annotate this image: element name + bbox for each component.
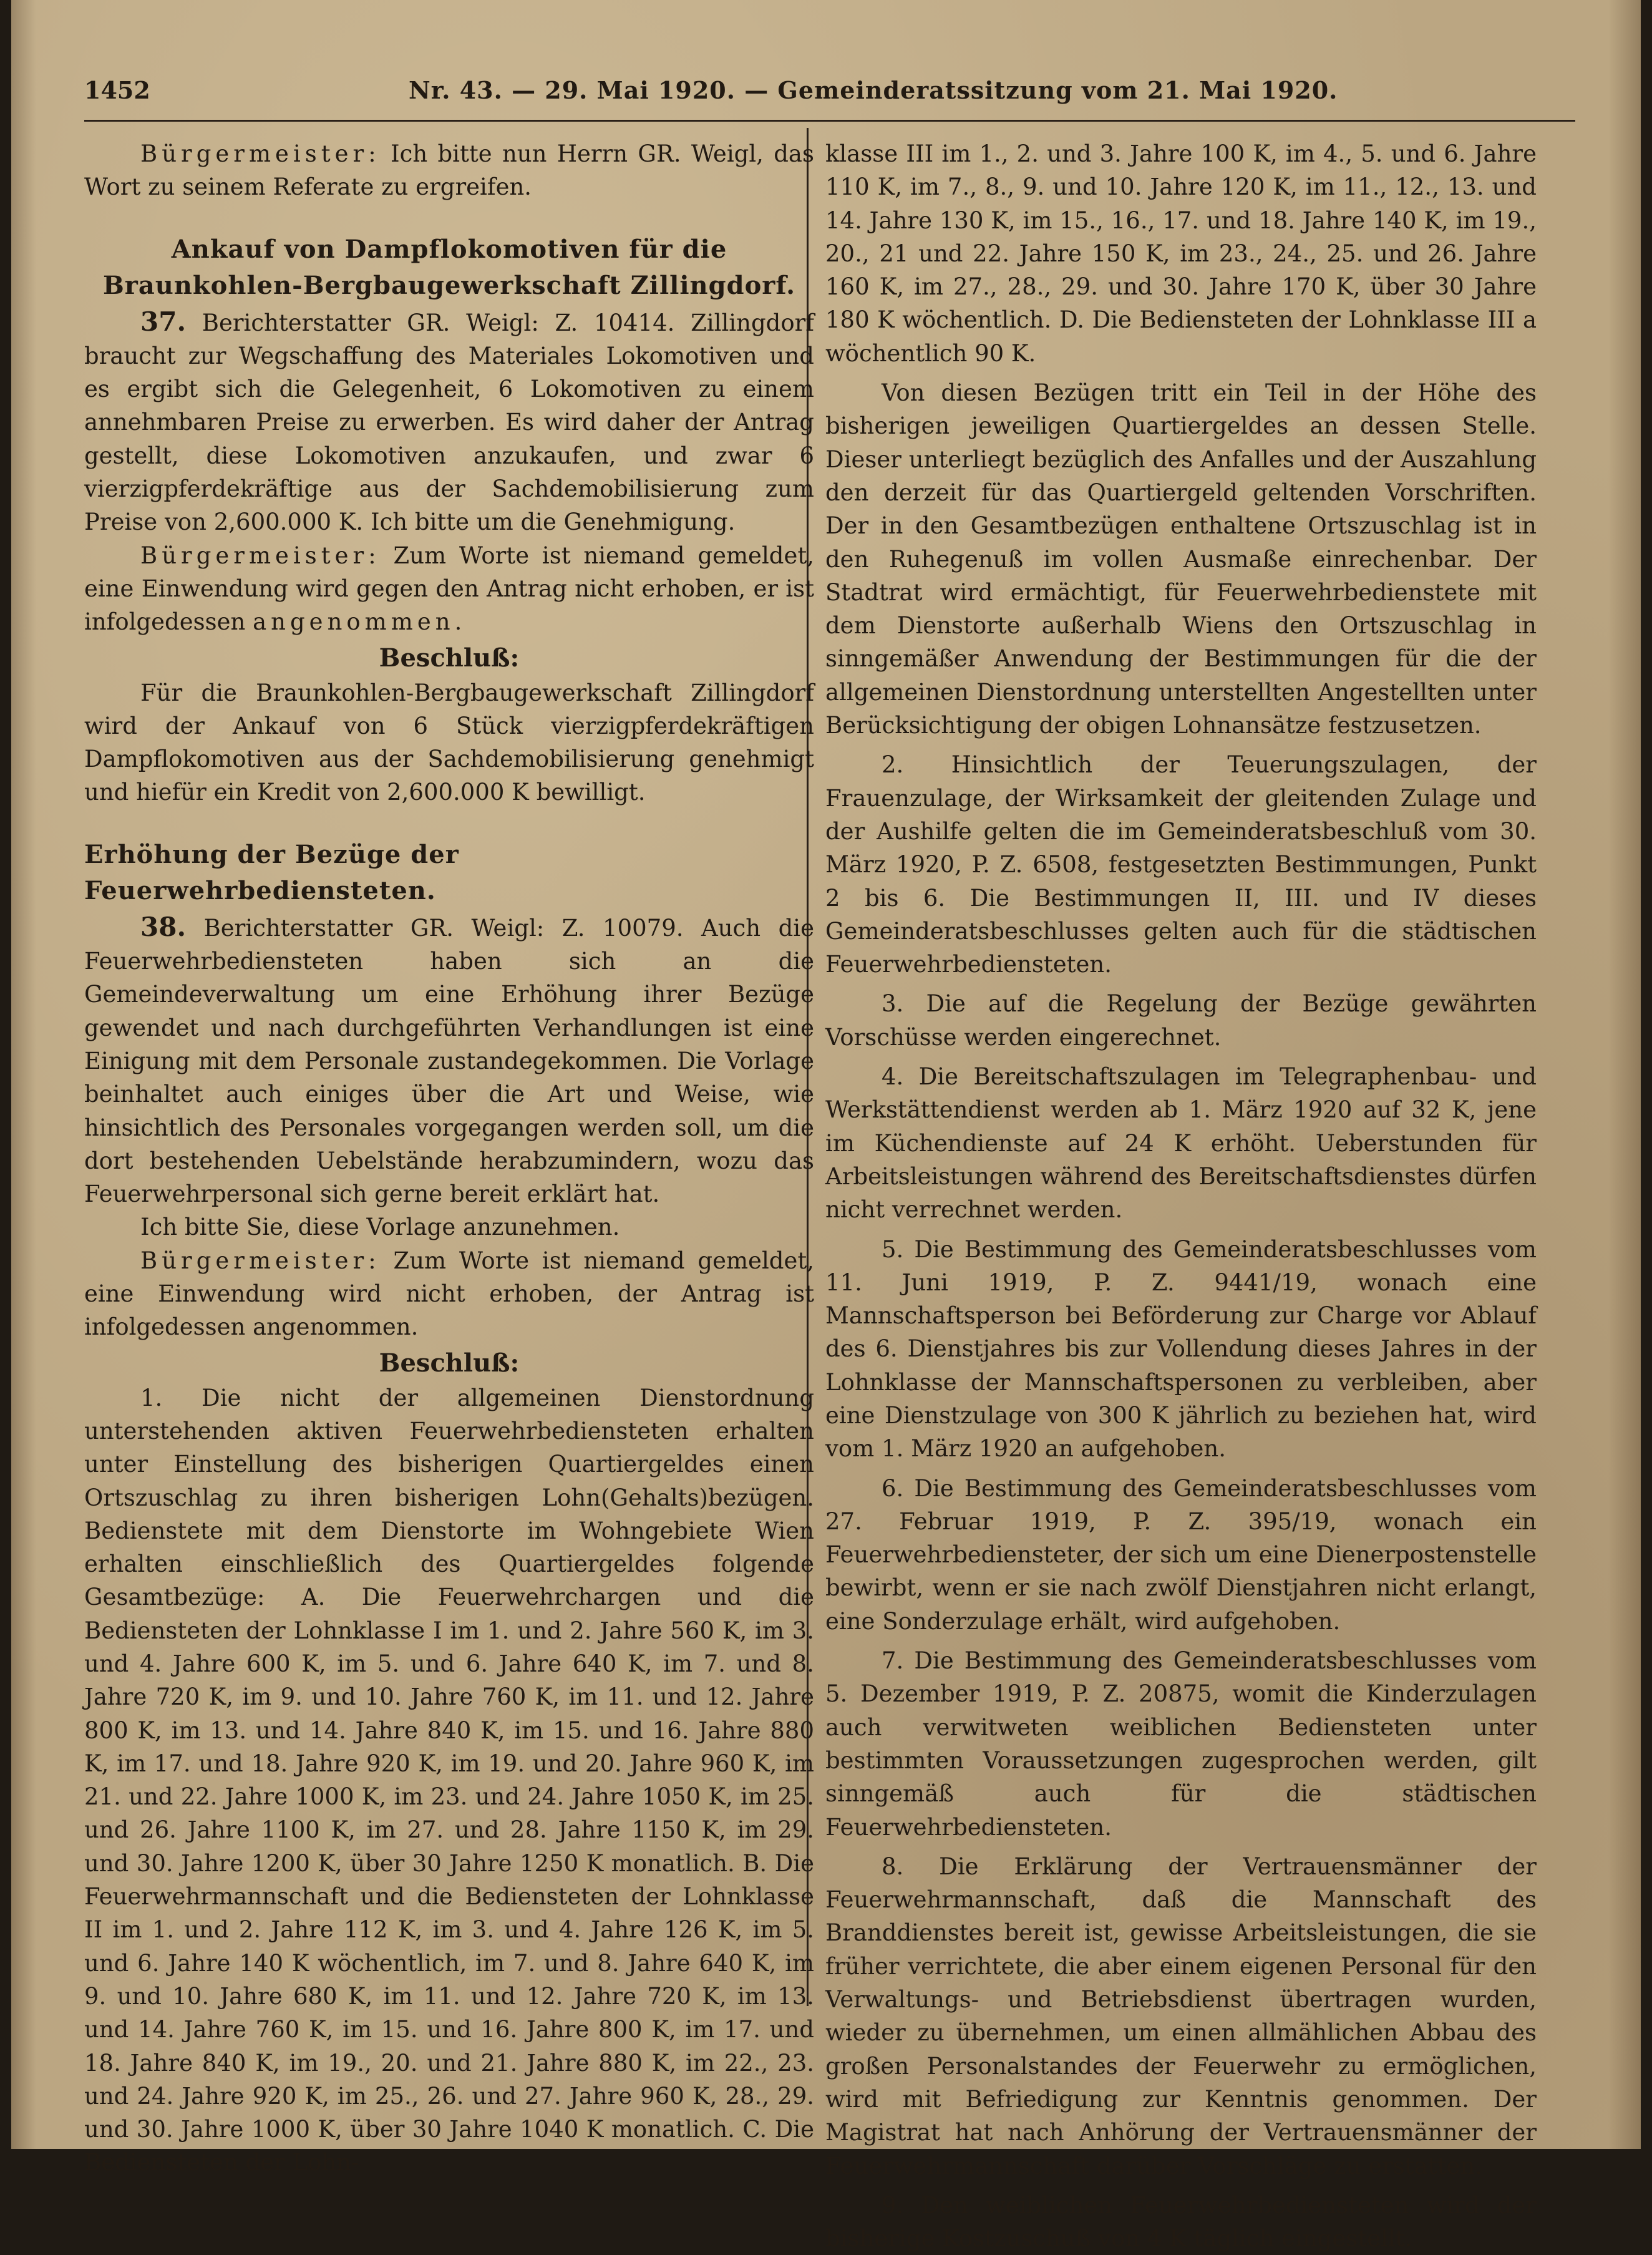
resolution-heading: Beschluß: [379,643,520,673]
mayor-text: Zum Worte ist niemand gemeldet, eine Einwendung wird gegen den Antrag nicht erhoben, er ist infolgedessen [84,542,814,636]
item-38-paragraph [84,910,814,1211]
header-rule [84,120,1575,122]
speaker-label: Bürgermeister: [140,140,381,167]
page-number: 1452 [84,76,150,104]
item-number: 38. [140,911,187,942]
speaker-label: Bürgermeister: [140,1247,381,1274]
intro-paragraph [84,137,814,204]
resolution-point-3: 3. Die auf die Regelung der Bezüge gewährten Vorschüsse werden eingerechnet. [825,990,1537,1051]
resolution-37-text: Für die Braunkohlen-Bergbaugewerkschaft Zillingdorf wird der Ankauf von 6 Stück vierzigpferdekräftigen Dampflokomotiven aus der Sachdemobilisierung genehmigt und hiefür ein Kredit von 2,600.000 K bewilligt. [84,679,814,806]
section-heading-locomotives: Ankauf von Dampflokomotiven für die Braunkohlen-Bergbaugewerkschaft Zillingdorf. [102,234,796,300]
section-heading-firefighters: Erhöhung der Bezüge der Feuerwehrbediensteten. [84,839,459,905]
resolution-point-2: 2. Hinsichtlich der Teuerungszulagen, der Frauenzulage, der Wirksamkeit der gleitenden Zulage und der Aushilfe gelten die im Gemeinderatsbeschluß vom 30. März 1920, P. Z. 6508, festgesetzten Bestimmungen, Punkt 2 bis 6. Die Bestimmungen II, III. und IV dieses Gemeinderatsbeschlusses gelten auch für die städtischen Feuerwehrbediensteten. [825,751,1537,978]
item-number: 37. [140,306,187,337]
right-column [825,137,1537,2255]
resolution-heading: Beschluß: [379,1348,520,1378]
speaker-label: Bürgermeister: [140,542,381,569]
left-column [84,137,814,2180]
resolution-point-8: 8. Die Erklärung der Vertrauensmänner der Feuerwehrmannschaft, daß die Mannschaft des Branddienstes bereit ist, gewisse Arbeitsleistungen, die sie früher verrichtete, die aber einem eigenen Personal für den Verwaltungs- und Betriebsdienst übertragen wurden, wieder zu übernehmen, um einen allmählichen Abbau des großen Personalstandes der Feuerwehr zu ermöglichen, wird mit Befriedigung zur Kenntnis genommen. Der Magistrat hat nach Anhörung der Vertrauensmänner der Feuerwehrmannschaft darüber Vorschläge zu erstatten. [825,1853,1537,2180]
running-title: Nr. 43. — 29. Mai 1920. — Gemeinderatssitzung vom 21. Mai 1920. [409,76,1338,104]
adopted-label: angenommen. [253,608,467,636]
resolution-point-1: 1. Die nicht der allgemeinen Dienstordnung unterstehenden aktiven Feuerwehrbediensteten erhalten unter Einstellung des bisherigen Quartiergeldes einen Ortszuschlag zu ihren bisherigen Lohn(Gehalts)bezügen. Bedienstete mit dem Dienstorte im Wohngebiete Wien erhalten einschließlich des Quartiergeldes folgende Gesamtbezüge: A. Die Feuerwehrchargen und die Bediensteten der Lohnklasse I im 1. und 2. Jahre 560 K, im 3. und 4. Jahre 600 K, im 5. und 6. Jahre 640 K, im 7. und 8. Jahre 720 K, im 9. und 10. Jahre 760 K, im 11. und 12. Jahre 800 K, im 13. und 14. Jahre 840 K, im 15. und 16. Jahre 880 K, im 17. und 18. Jahre 920 K, im 19. und 20. Jahre 960 K, im 21. und 22. Jahre 1000 K, im 23. und 24. Jahre 1050 K, im 25. und 26. Jahre 1100 K, im 27. und 28. Jahre 1150 K, im 29. und 30. Jahre 1200 K, über 30 Jahre 1250 K monatlich. B. Die Feuerwehrmannschaft und die Bediensteten der Lohnklasse II im 1. und 2. Jahre 112 K, im 3. und 4. Jahre 126 K, im 5. und 6. Jahre 140 K wöchentlich, im 7. und 8. Jahre 640 K, im 9. und 10. Jahre 680 K, im 11. und 12. Jahre 720 K, im 13. und 14. Jahre 760 K, im 15. und 16. Jahre 800 K, im 17. und 18. Jahre 840 K, im 19., 20. und 21. Jahre 880 K, im 22., 23. und 24. Jahre 920 K, im 25., 26. und 27. Jahre 960 K, 28., 29. und 30. Jahre 1000 K, über 30 Jahre 1040 K monatlich. C. Die Bediensteten der Lohn- [84,1384,814,2176]
page-header [84,70,1575,107]
bezuege-paragraph: Von diesen Bezügen tritt ein Teil in der Höhe des bisherigen jeweiligen Quartiergeldes an dessen Stelle. Dieser unterliegt bezüglich des Anfalles und der Auszahlung den derzeit für das Quartiergeld geltenden Vorschriften. Der in den Gesamtbezügen enthaltene Ortszuschlag ist in den Ruhegenuß im vollen Ausmaße einrechenbar. Der Stadtrat wird ermächtigt, für Feuerwehrbedienstete mit dem Dienstorte außerhalb Wiens den Ortszuschlag in sinngemäßer Anwendung der Bestimmungen für die der allgemeinen Dienstordnung unterstellten Angestellten unter Berücksichtigung der obigen Lohnansätze festzusetzen. [825,379,1537,739]
resolution-point-7: 7. Die Bestimmung des Gemeinderatsbeschlusses vom 5. Dezember 1919, P. Z. 20875, womit die Kinderzulagen auch verwitweten weiblichen Bediensteten unter bestimmten Voraussetzungen zugesprochen werden, gilt sinngemäß auch für die städtischen Feuerwehrbediensteten. [825,1647,1537,1841]
item-37-text: Berichterstatter GR. Weigl: Z. 10414. Zillingdorf braucht zur Wegschaffung des Materiales Lokomotiven und es ergibt sich die Gelegenheit, 6 Lokomotiven zu einem annehmbaren Preise zu erwerben. Es wird daher der Antrag gestellt, diese Lokomotiven anzukaufen, und zwar 6 vierzigpferdekräftige aus der Sachdemobilisierung zum Preise von 2,600.000 K. Ich bitte um die Genehmigung. [84,309,814,536]
intro-text: Ich bitte nun Herrn GR. Weigl, das Wort zu seinem Referate zu ergreifen. [84,140,814,201]
mayor-paragraph [84,1244,814,1344]
resolution-point-5: 5. Die Bestimmung des Gemeinderatsbeschlusses vom 11. Juni 1919, P. Z. 9441/19, wonach eine Mannschaftsperson bei Beförderung zur Charge vor Ablauf des 6. Dienstjahres bis zur Vollendung dieses Jahres in der Lohnklasse der Mannschaftspersonen zu verbleiben, aber eine Dienstzulage von 300 K jährlich zu beziehen hat, wird vom 1. März 1920 an aufgehoben. [825,1235,1537,1463]
continued-paragraph: klasse III im 1., 2. und 3. Jahre 100 K, im 4., 5. und 6. Jahre 110 K, im 7., 8., 9. und 10. Jahre 120 K, im 11., 12., 13. und 14. Jahre 130 K, im 15., 16., 17. und 18. Jahre 140 K, im 19., 20., 21 und 22. Jahre 150 K, im 23., 24., 25. und 26. Jahre 160 K, im 27., 28., 29. und 30. Jahre 170 K, über 30 Jahre 180 K wöchentlich. D. Die Bediensteten der Lohnklasse III a wöchentlich 90 K. [825,140,1537,367]
request-paragraph: Ich bitte Sie, diese Vorlage anzunehmen. [140,1214,620,1241]
mayor-text: Zum Worte ist niemand gemeldet, eine Einwendung wird nicht erhoben, der Antrag ist infolgedessen angenommen. [84,1247,814,1341]
mayor-paragraph [84,539,814,639]
item-37-paragraph [84,305,814,539]
resolution-point-6: 6. Die Bestimmung des Gemeinderatsbeschlusses vom 27. Februar 1919, P. Z. 395/19, wonach ein Feuerwehrbediensteter, der sich um eine Dienerpostenstelle bewirbt, wenn er sie nach zwölf Dienstjahren nicht erlangt, eine Sonderzulage erhält, wird aufgehoben. [825,1474,1537,1635]
resolution-point-9: 9. Den weiblichen Feuerwehrbediensteten wird der bisherige Kostzuschuß von 4 K täglich eingestellt. [825,2191,1537,2253]
item-38-text: Berichterstatter GR. Weigl: Z. 10079. Auch die Feuerwehrbediensteten haben sich an die Gemeindeverwaltung um eine Erhöhung ihrer Bezüge gewendet und nach durchgeführten Verhandlungen ist eine Einigung mit dem Personale zustandegekommen. Die Vorlage beinhaltet auch einiges über die Art und Weise, wie hinsichtlich des Personales vorgegangen werden soll, um die dort bestehenden Uebelstände herabzumindern, wozu das Feuerwehrpersonal sich gerne bereit erklärt hat. [84,914,814,1208]
resolution-point-4: 4. Die Bereitschaftszulagen im Telegraphenbau- und Werkstättendienst werden ab 1. März 1920 auf 32 K, jene im Küchendienste auf 24 K erhöht. Ueberstunden für Arbeitsleistungen während des Bereitschaftsdienstes dürfen nicht verrechnet werden. [825,1063,1537,1224]
